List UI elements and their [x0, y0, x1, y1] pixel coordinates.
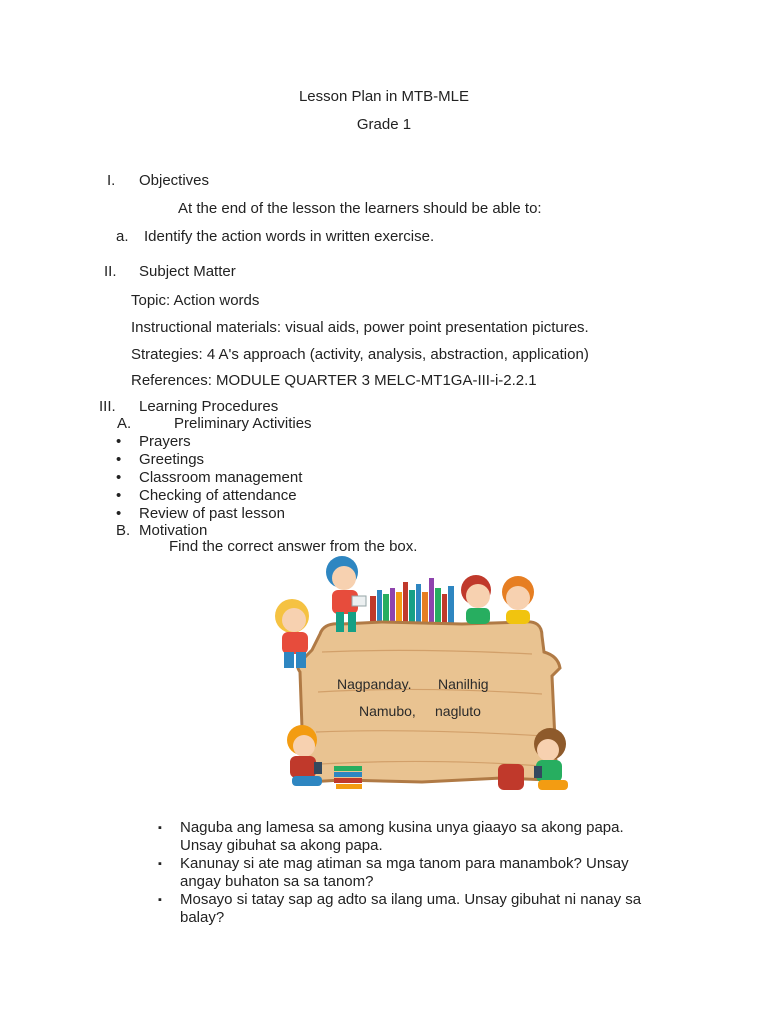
- objectives-intro: At the end of the lesson the learners should be able to:: [178, 200, 542, 217]
- bullet-icon: •: [116, 505, 122, 522]
- subject-materials: Instructional materials: visual aids, power point presentation pictures.: [131, 319, 589, 336]
- word-option: Nagpanday.: [337, 676, 412, 692]
- books-icon: [370, 578, 454, 624]
- question-line: angay buhaton sa sa tanom?: [180, 873, 374, 890]
- question-line: Kanunay si ate mag atiman sa mga tanom para manambok? Unsay: [180, 855, 629, 872]
- section-heading-objectives: Objectives: [139, 172, 210, 189]
- square-bullet-icon: ▪: [158, 858, 162, 870]
- bullet-icon: •: [116, 487, 122, 504]
- prelim-item: Review of past lesson: [139, 505, 285, 522]
- section-heading-subject: Subject Matter: [139, 263, 236, 280]
- wood-board-shape: [298, 622, 560, 782]
- bullet-icon: •: [116, 433, 122, 450]
- word-box-board: [262, 552, 582, 804]
- bullet-icon: •: [116, 451, 122, 468]
- section-numeral-procedures: III.: [99, 398, 116, 415]
- square-bullet-icon: ▪: [158, 822, 162, 834]
- subject-topic: Topic: Action words: [131, 292, 260, 309]
- grade-label: Grade 1: [356, 116, 412, 133]
- question-line: Mosayo si tatay sap ag adto sa ilang uma. Unsay gibuhat ni nanay sa: [180, 891, 642, 908]
- subject-strategies: Strategies: 4 A's approach (activity, analysis, abstraction, application): [131, 346, 589, 363]
- prelim-item: Classroom management: [139, 469, 303, 486]
- word-option: Namubo,: [359, 703, 416, 719]
- motivation-marker: B.: [116, 522, 131, 539]
- bullet-icon: •: [116, 469, 122, 486]
- question-line: balay?: [180, 909, 225, 926]
- section-numeral-subject: II.: [104, 263, 117, 280]
- document-title: Lesson Plan in MTB-MLE: [298, 88, 470, 105]
- prelim-item: Prayers: [139, 433, 191, 450]
- word-box-illustration: [262, 552, 582, 804]
- section-heading-procedures: Learning Procedures: [139, 398, 279, 415]
- word-option: Nanilhig: [438, 676, 489, 692]
- word-option: nagluto: [435, 703, 481, 719]
- objective-item: Identify the action words in written exercise.: [144, 228, 435, 245]
- motivation-heading: Motivation: [139, 522, 208, 539]
- child-top-left-icon: [275, 599, 309, 668]
- prelim-item: Checking of attendance: [139, 487, 297, 504]
- section-numeral-objectives: I.: [107, 172, 116, 189]
- objective-marker: a.: [116, 228, 129, 245]
- question-line: Naguba ang lamesa sa among kusina unya giaayo sa akong papa.: [180, 819, 624, 836]
- child-top-middle-icon: [326, 556, 366, 632]
- prelim-marker: A.: [117, 415, 132, 432]
- square-bullet-icon: ▪: [158, 894, 162, 906]
- motivation-instruction: Find the correct answer from the box.: [169, 538, 418, 555]
- prelim-item: Greetings: [139, 451, 205, 468]
- prelim-heading: Preliminary Activities: [174, 415, 312, 432]
- subject-references: References: MODULE QUARTER 3 MELC-MT1GA-III-i-2.2.1: [131, 372, 537, 389]
- child-top-right-icon: [461, 575, 534, 624]
- question-line: Unsay gibuhat sa akong papa.: [180, 837, 383, 854]
